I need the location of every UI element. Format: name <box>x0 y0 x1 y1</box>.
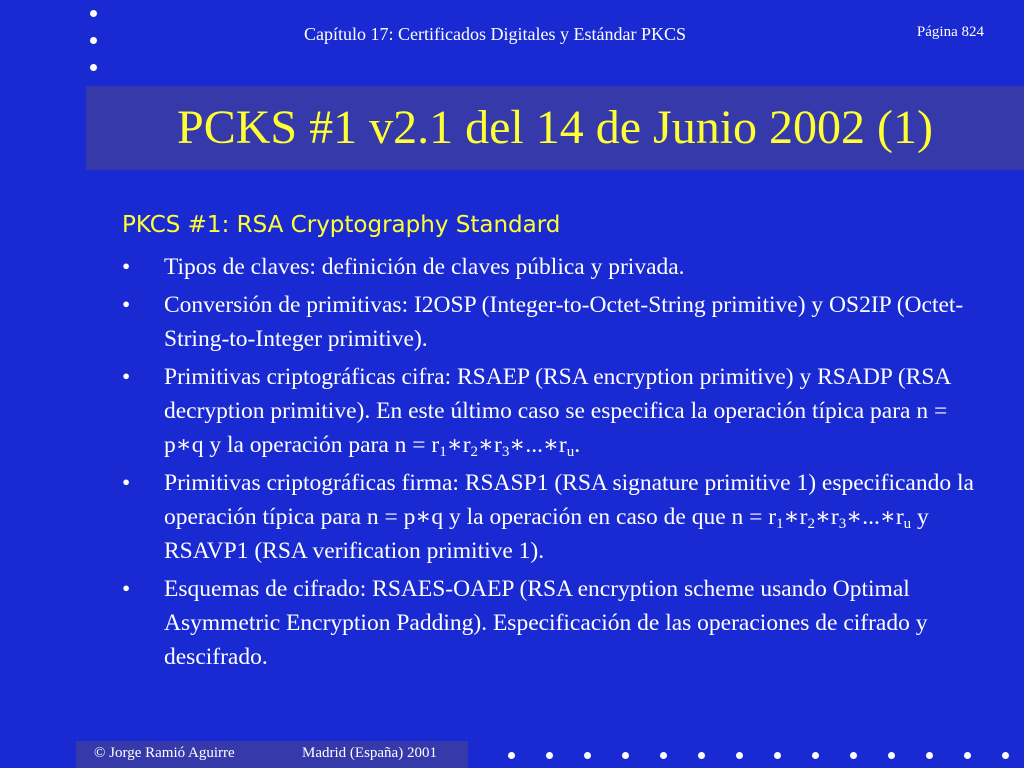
footer-band <box>76 741 468 768</box>
decorative-dots-bottom <box>508 752 1024 759</box>
subscript: 2 <box>470 444 479 460</box>
decorative-dot <box>546 752 553 759</box>
text-run: ∗r <box>814 504 839 530</box>
text-run: ∗r <box>478 432 502 458</box>
bullet-item <box>122 360 982 462</box>
text-run: . <box>574 432 581 458</box>
bullet-text: Conversión de primitivas: I2OSP (Integer-to-Octet-String primitive) y OS2IP (Octet-String-to-Integer primitive). <box>164 292 964 352</box>
bullet-item <box>122 250 982 284</box>
decorative-dot <box>964 752 971 759</box>
decorative-dot <box>90 64 97 71</box>
decorative-dot <box>888 752 895 759</box>
text-run: ∗r <box>783 504 808 530</box>
bullet-text <box>164 470 974 564</box>
chapter-header: Capítulo 17: Certificados Digitales y Estándar PKCS <box>304 24 686 44</box>
title-band <box>86 86 1024 170</box>
decorative-dot <box>736 752 743 759</box>
decorative-dot <box>698 752 705 759</box>
bullet-text <box>164 364 950 458</box>
decorative-dot <box>1002 752 1009 759</box>
decorative-dot <box>850 752 857 759</box>
slide-subtitle: PKCS #1: RSA Cryptography Standard <box>122 212 561 238</box>
subscript: u <box>566 444 575 460</box>
decorative-dot <box>622 752 629 759</box>
decorative-dot <box>660 752 667 759</box>
bullet-icon: • <box>122 292 131 318</box>
decorative-dots-left <box>90 10 98 91</box>
footer-place-date: Madrid (España) 2001 <box>302 745 437 761</box>
bullet-icon: • <box>122 254 131 280</box>
decorative-dot <box>508 752 515 759</box>
subscript: 3 <box>501 444 510 460</box>
text-run: ∗...∗r <box>846 504 904 530</box>
bullet-icon: • <box>122 470 131 496</box>
decorative-dot <box>926 752 933 759</box>
text-run: Primitivas criptográficas firma: RSASP1 (RSA signature primitive 1) especificando la operación típica para n = p∗q y la operación en caso de que n = r <box>164 470 974 530</box>
bullet-item <box>122 288 982 356</box>
text-run: ∗r <box>446 432 471 458</box>
slide-title: PCKS #1 v2.1 del 14 de Junio 2002 (1) <box>177 101 933 154</box>
footer-author: © Jorge Ramió Aguirre <box>94 745 235 761</box>
decorative-dot <box>774 752 781 759</box>
bullet-icon: • <box>122 576 131 602</box>
decorative-dot <box>584 752 591 759</box>
text-run: y RSAVP1 (RSA verification primitive 1). <box>164 504 929 564</box>
bullet-icon: • <box>122 364 131 390</box>
bullet-item <box>122 572 982 674</box>
decorative-dot <box>812 752 819 759</box>
bullet-text: Esquemas de cifrado: RSAES-OAEP (RSA encryption scheme usando Optimal Asymmetric Encryption Padding). Especificación de las operaciones de cifrado y descifrado. <box>164 576 928 670</box>
text-run: Primitivas criptográficas cifra: RSAEP (RSA encryption primitive) y RSADP (RSA decryption primitive). En este último caso se especifica la operación típica para n = p∗q y la operación para n = r <box>164 364 951 458</box>
subscript: 2 <box>807 516 815 532</box>
subscript: u <box>903 516 912 532</box>
bullet-item <box>122 466 982 568</box>
decorative-dot <box>90 10 97 17</box>
bullet-list <box>122 250 982 678</box>
subscript: 1 <box>776 516 784 532</box>
text-run: ∗...∗r <box>509 432 567 458</box>
subscript: 1 <box>439 444 447 460</box>
subscript: 3 <box>838 516 847 532</box>
page-number: Página 824 <box>916 24 984 40</box>
bullet-text: Tipos de claves: definición de claves pública y privada. <box>164 254 685 280</box>
